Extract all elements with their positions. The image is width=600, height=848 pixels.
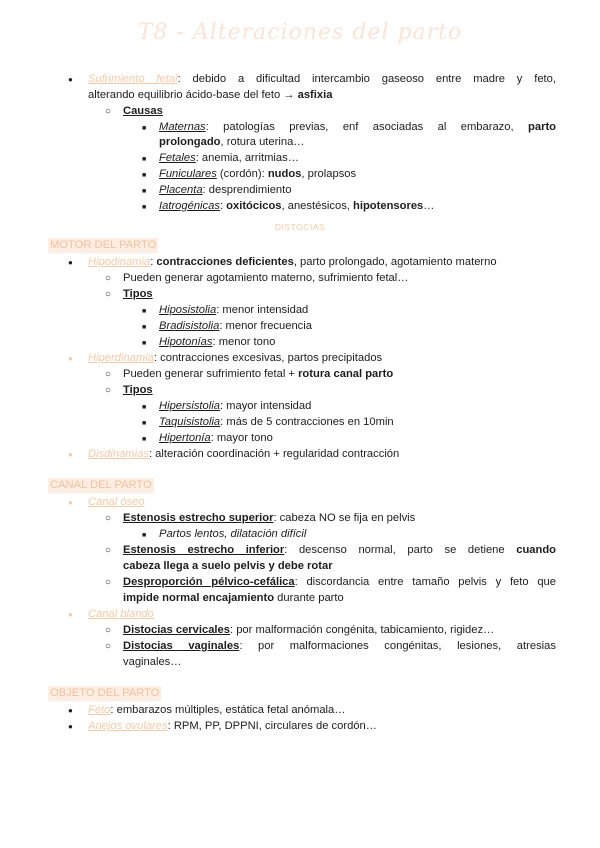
estenosis-inferior-line2 <box>123 559 333 574</box>
funiculares-bold: nudos <box>267 168 302 180</box>
iatrogenicas-text3: … <box>423 200 435 212</box>
term-sufrimiento-fetal: Sufrimiento fetal <box>88 73 178 85</box>
sufrimiento-line2 <box>88 88 332 103</box>
term-taquisistolia: Taquisistolia <box>159 416 221 428</box>
term-funiculares: Funiculares <box>159 168 217 180</box>
tipo-bradisistolia <box>159 319 312 334</box>
tipos-label: Tipos <box>123 384 153 396</box>
bullet-hiperdinamia <box>88 351 382 366</box>
bullet-hipodinamia <box>88 255 497 270</box>
estenosis-inferior-text: : descenso normal, parto se detiene <box>284 544 517 556</box>
tipo-hipersistolia <box>159 399 311 414</box>
hiperdinamia-sub-bold: rotura canal parto <box>298 368 394 380</box>
canal-heading-text: CANAL DEL PARTO <box>50 479 152 491</box>
causa-iatrogenicas <box>159 199 434 214</box>
estenosis-inferior-bold2: cabeza llega a suelo pelvis y debe rotar <box>123 560 333 572</box>
iatrogenicas-text2: , anestésicos, <box>281 200 354 212</box>
term-hiposistolia: Hiposistolia <box>159 304 217 316</box>
hiperdinamia-tipos <box>123 383 153 398</box>
objeto-heading-text: OBJETO DEL PARTO <box>50 687 160 699</box>
taquisistolia-text: : más de 5 contracciones en 10min <box>220 416 394 428</box>
tipos-label: Tipos <box>123 288 153 300</box>
term-distocias-vaginales: Distocias vaginales <box>123 640 240 652</box>
term-iatrogenicas: Iatrogénicas <box>159 200 220 212</box>
disdinamias-text: : alteración coordinación + regularidad contracción <box>148 448 400 460</box>
estenosis-inferior-bold: cuando <box>516 544 556 556</box>
hipodinamia-bold: contracciones deficientes <box>156 256 294 268</box>
term-anejos-ovulares: Anejos ovulares <box>88 720 168 732</box>
term-distocias-cervicales: Distocias cervicales <box>123 624 230 636</box>
anejos-text: : RPM, PP, DPPNI, circulares de cordón… <box>167 720 377 732</box>
distocias-cervicales <box>123 623 494 638</box>
asfixia-text: asfixia <box>297 89 333 101</box>
desproporcion <box>123 575 556 590</box>
bullet-anejos-ovulares <box>88 719 377 734</box>
section-heading-motor <box>48 238 158 253</box>
term-hipodinamia: Hipodinamia <box>88 256 151 268</box>
causa-placenta <box>159 183 291 198</box>
cervicales-text: : por malformación congénita, tabicamiento, rigidez… <box>229 624 495 636</box>
iatrogenicas-text: : <box>219 200 227 212</box>
tipo-taquisistolia <box>159 415 394 430</box>
term-hipersistolia: Hipersistolia <box>159 400 220 412</box>
hipodinamia-tipos <box>123 287 153 302</box>
term-canal-oseo: Canal óseo <box>88 496 145 508</box>
term-desproporcion: Desproporción pélvico-cefálica <box>123 576 295 588</box>
desproporcion-text2: durante parto <box>274 592 344 604</box>
bradisistolia-text: : menor frecuencia <box>219 320 312 332</box>
estenosis-superior-sub-text: Partos lentos, dilatación difícil <box>159 528 307 540</box>
iatrogenicas-bold2: hipotensores <box>353 200 424 212</box>
maternas-bold: parto <box>528 121 556 133</box>
hiposistolia-text: : menor intensidad <box>216 304 309 316</box>
estenosis-superior <box>123 511 415 526</box>
bullet-sufrimiento-fetal <box>88 72 556 87</box>
hipertonia-text: : mayor tono <box>210 432 273 444</box>
vaginales-text: : por malformaciones congénitas, lesiones, atresias <box>239 640 556 652</box>
maternas-bold2: prolongado <box>159 136 221 148</box>
term-hiperdinamia: Hiperdinamia <box>88 352 154 364</box>
document-title: T8 - Alteraciones del parto <box>137 20 463 45</box>
funiculares-text: (cordón): <box>216 168 268 180</box>
term-bradisistolia: Bradisistolia <box>159 320 220 332</box>
tipo-hiposistolia <box>159 303 308 318</box>
maternas-text: : patologías previas, enf asociadas al embarazo, <box>205 121 529 133</box>
term-feto: Feto <box>88 704 111 716</box>
desproporcion-text: : discordancia entre tamaño pelvis y feto que <box>294 576 556 588</box>
motor-heading-text: MOTOR DEL PARTO <box>50 239 157 251</box>
term-hipotonias: Hipotonías <box>159 336 213 348</box>
hipodinamia-sub <box>123 271 408 286</box>
causa-funiculares <box>159 167 356 182</box>
causa-fetales <box>159 151 299 166</box>
estenosis-inferior <box>123 543 556 558</box>
estenosis-superior-text: : cabeza NO se fija en pelvis <box>273 512 416 524</box>
term-estenosis-superior: Estenosis estrecho superior <box>123 512 274 524</box>
bullet-canal-oseo <box>88 495 145 510</box>
term-placenta: Placenta <box>159 184 203 196</box>
term-maternas: Maternas <box>159 121 206 133</box>
fetales-text: : anemia, arritmias… <box>195 152 299 164</box>
hiperdinamia-sub <box>123 367 393 382</box>
term-disdinamias: Disdinamias <box>88 448 149 460</box>
desproporcion-bold: impide normal encajamiento <box>123 592 275 604</box>
tipo-hipertonia <box>159 431 273 446</box>
causas-item <box>123 104 163 119</box>
hipodinamia-sub-text: Pueden generar agotamiento materno, sufrimiento fetal… <box>123 272 409 284</box>
vaginales-text2: vaginales… <box>123 656 182 668</box>
desproporcion-line2 <box>123 591 344 606</box>
estenosis-superior-sub <box>159 527 306 542</box>
iatrogenicas-bold1: oxitócicos <box>226 200 282 212</box>
placenta-text: : desprendimiento <box>202 184 292 196</box>
tipo-hipotonias <box>159 335 275 350</box>
hipotonias-text: : menor tono <box>212 336 276 348</box>
maternas-text2: , rotura uterina… <box>220 136 305 148</box>
hiperdinamia-text: : contracciones excesivas, partos precipitados <box>153 352 383 364</box>
term-fetales: Fetales <box>159 152 196 164</box>
feto-text: : embarazos múltiples, estática fetal anómala… <box>110 704 346 716</box>
bullet-canal-blando <box>88 607 154 622</box>
funiculares-text2: , prolapsos <box>301 168 357 180</box>
distocias-vaginales <box>123 639 556 654</box>
hiperdinamia-sub-text: Pueden generar sufrimiento fetal + <box>123 368 299 380</box>
causa-maternas-line2 <box>159 135 304 150</box>
section-heading-objeto <box>48 686 161 701</box>
term-estenosis-inferior: Estenosis estrecho inferior <box>123 544 285 556</box>
hipodinamia-text: : <box>150 256 157 268</box>
section-heading-canal <box>48 478 154 493</box>
term-hipertonia: Hipertonía <box>159 432 211 444</box>
sufrimiento-line2-text: alterando equilibrio ácido-base del feto → <box>88 89 298 101</box>
causas-label: Causas <box>123 105 163 117</box>
sufrimiento-text: : debido a dificultad intercambio gaseoso entre madre y feto, <box>177 73 556 85</box>
bullet-feto <box>88 703 345 718</box>
distocias-heading: DISTOCIAS <box>274 222 326 232</box>
term-canal-blando: Canal blando <box>88 608 154 620</box>
causa-maternas <box>159 120 556 135</box>
hipersistolia-text: : mayor intensidad <box>219 400 312 412</box>
distocias-vaginales-line2 <box>123 655 181 670</box>
bullet-disdinamias <box>88 447 399 462</box>
hipodinamia-text2: , parto prolongado, agotamiento materno <box>293 256 497 268</box>
